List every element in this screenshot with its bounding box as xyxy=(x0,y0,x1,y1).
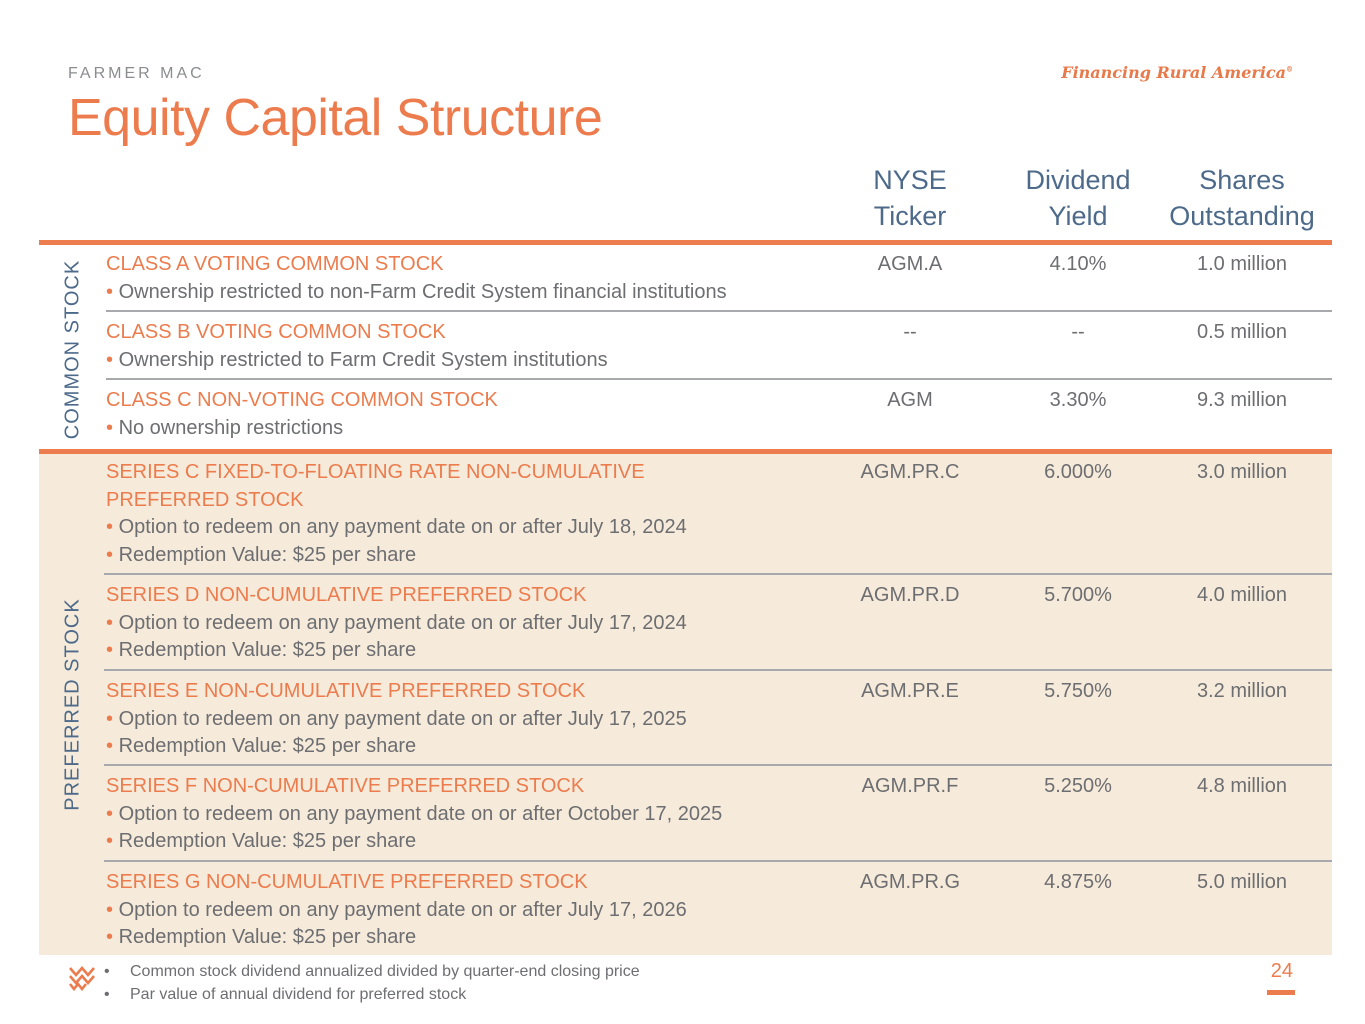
row-bullet: • Option to redeem on any payment date on or after July 17, 2024 xyxy=(106,611,687,634)
cell-shares: 4.8 million xyxy=(1196,775,1288,797)
preferred-stock-label: PREFERRED STOCK xyxy=(61,598,84,811)
page-title: Equity Capital Structure xyxy=(68,89,603,147)
row-divider xyxy=(104,764,1332,766)
row-title: CLASS B VOTING COMMON STOCK xyxy=(106,321,446,343)
cell-ticker: AGM.PR.E xyxy=(861,680,959,702)
row-title: SERIES F NON-CUMULATIVE PREFERRED STOCK xyxy=(106,775,585,797)
table-row-series-d xyxy=(106,582,1332,665)
cell-yield: 6.000% xyxy=(1044,461,1112,483)
table-row-series-g xyxy=(106,869,1332,952)
cell-ticker: AGM.PR.D xyxy=(860,584,960,606)
row-divider xyxy=(104,573,1332,575)
row-title: CLASS C NON-VOTING COMMON STOCK xyxy=(106,389,498,411)
row-title: SERIES G NON-CUMULATIVE PREFERRED STOCK xyxy=(106,871,588,893)
column-header-ticker-line2: Ticker xyxy=(873,201,947,231)
cell-yield: 4.875% xyxy=(1044,871,1112,893)
row-divider xyxy=(104,669,1332,671)
row-divider xyxy=(106,310,1332,312)
row-bullet-text: Redemption Value: $25 per share xyxy=(118,735,417,757)
common-stock-label: COMMON STOCK xyxy=(61,259,84,440)
tagline-text: Financing Rural America xyxy=(1061,63,1286,82)
cell-shares: 5.0 million xyxy=(1196,871,1288,893)
footnotes xyxy=(104,960,640,1006)
cell-yield: 5.700% xyxy=(1044,584,1112,606)
column-header-yield xyxy=(990,162,1166,234)
table-row-class-a xyxy=(106,251,1332,306)
cell-ticker: AGM.A xyxy=(877,253,943,275)
row-bullet-text: Option to redeem on any payment date on or after July 18, 2024 xyxy=(118,516,687,538)
cell-shares: 1.0 million xyxy=(1196,253,1288,275)
registered-mark: ® xyxy=(1286,64,1293,74)
table-row-class-c xyxy=(106,387,1332,442)
cell-shares: 4.0 million xyxy=(1196,584,1288,606)
table-row-class-b xyxy=(106,319,1332,374)
cell-ticker: AGM.PR.F xyxy=(861,775,959,797)
row-bullet: • Option to redeem on any payment date on or after July 17, 2026 xyxy=(106,898,687,921)
column-header-ticker xyxy=(822,162,998,234)
row-bullet-text: Redemption Value: $25 per share xyxy=(118,830,417,852)
row-title: SERIES D NON-CUMULATIVE PREFERRED STOCK xyxy=(106,584,587,606)
row-bullet-text: Ownership restricted to non-Farm Credit System financial institutions xyxy=(118,280,727,303)
cell-yield: 3.30% xyxy=(1049,389,1107,411)
row-bullet: • No ownership restrictions xyxy=(106,416,344,439)
footnote: • Common stock dividend annualized divided by quarter-end closing price xyxy=(104,960,640,983)
cell-ticker: AGM.PR.G xyxy=(859,871,960,893)
column-header-yield-line2: Yield xyxy=(1048,201,1108,231)
cell-yield: 5.750% xyxy=(1044,680,1112,702)
row-divider xyxy=(104,860,1332,862)
row-divider xyxy=(106,378,1332,380)
row-bullet: • Ownership restricted to non-Farm Credit System financial institutions xyxy=(106,280,727,303)
cell-yield: 5.250% xyxy=(1044,775,1112,797)
farmer-mac-logo-icon xyxy=(68,965,98,991)
column-header-ticker-line1: NYSE xyxy=(873,165,947,195)
column-header-shares-line1: Shares xyxy=(1199,165,1285,195)
column-header-shares-line2: Outstanding xyxy=(1169,201,1315,231)
row-bullet-text: Redemption Value: $25 per share xyxy=(118,639,417,661)
table-row-series-f xyxy=(106,773,1332,856)
table-row-series-c xyxy=(106,459,1332,569)
row-bullet: • Redemption Value: $25 per share xyxy=(106,543,417,566)
row-title: SERIES E NON-CUMULATIVE PREFERRED STOCK xyxy=(106,680,586,702)
row-bullet: • Option to redeem on any payment date on or after July 17, 2025 xyxy=(106,707,687,730)
cell-shares: 3.0 million xyxy=(1196,461,1288,483)
row-bullet: • Redemption Value: $25 per share xyxy=(106,639,417,661)
column-header-yield-line1: Dividend xyxy=(1025,165,1131,195)
row-title: CLASS A VOTING COMMON STOCK xyxy=(106,253,444,275)
column-header-shares xyxy=(1152,162,1332,234)
row-bullet-text: Option to redeem on any payment date on or after October 17, 2025 xyxy=(118,802,723,825)
section-divider xyxy=(39,449,1332,454)
footnote-text: Par value of annual dividend for preferred stock xyxy=(130,986,467,1003)
row-title-continued: PREFERRED STOCK xyxy=(106,488,304,511)
cell-yield: -- xyxy=(1071,321,1085,343)
row-bullet-text: No ownership restrictions xyxy=(118,416,344,439)
row-title: SERIES C FIXED-TO-FLOATING RATE NON-CUMULATIVE xyxy=(106,461,645,483)
cell-shares: 0.5 million xyxy=(1196,321,1288,343)
row-bullet-text: Option to redeem on any payment date on or after July 17, 2026 xyxy=(118,898,687,921)
row-bullet-text: Option to redeem on any payment date on or after July 17, 2025 xyxy=(118,707,687,730)
cell-yield: 4.10% xyxy=(1049,253,1107,275)
table-row-series-e xyxy=(106,678,1332,761)
cell-ticker: -- xyxy=(903,321,917,343)
row-bullet-text: Ownership restricted to Farm Credit System institutions xyxy=(118,348,608,371)
row-bullet-text: Redemption Value: $25 per share xyxy=(118,543,417,566)
page-number: 24 xyxy=(1270,960,1293,982)
footnote-text: Common stock dividend annualized divided by quarter-end closing price xyxy=(130,963,640,980)
row-bullet: • Redemption Value: $25 per share xyxy=(106,926,417,948)
page-number-underline xyxy=(1267,990,1295,995)
row-bullet-text: Option to redeem on any payment date on or after July 17, 2024 xyxy=(118,611,687,634)
cell-ticker: AGM.PR.C xyxy=(860,461,960,483)
row-bullet: • Ownership restricted to Farm Credit System institutions xyxy=(106,348,608,371)
row-bullet: • Redemption Value: $25 per share xyxy=(106,830,417,852)
row-bullet: • Redemption Value: $25 per share xyxy=(106,735,417,757)
tagline xyxy=(1061,63,1293,82)
brand-name: FARMER MAC xyxy=(68,65,205,82)
row-bullet: • Option to redeem on any payment date on or after July 18, 2024 xyxy=(106,516,687,538)
cell-ticker: AGM xyxy=(887,389,933,411)
footnote: • Par value of annual dividend for preferred stock xyxy=(104,983,640,1006)
cell-shares: 9.3 million xyxy=(1196,389,1288,411)
row-bullet: • Option to redeem on any payment date on or after October 17, 2025 xyxy=(106,802,723,825)
header-divider xyxy=(39,240,1332,245)
row-bullet-text: Redemption Value: $25 per share xyxy=(118,926,417,948)
cell-shares: 3.2 million xyxy=(1196,680,1288,702)
